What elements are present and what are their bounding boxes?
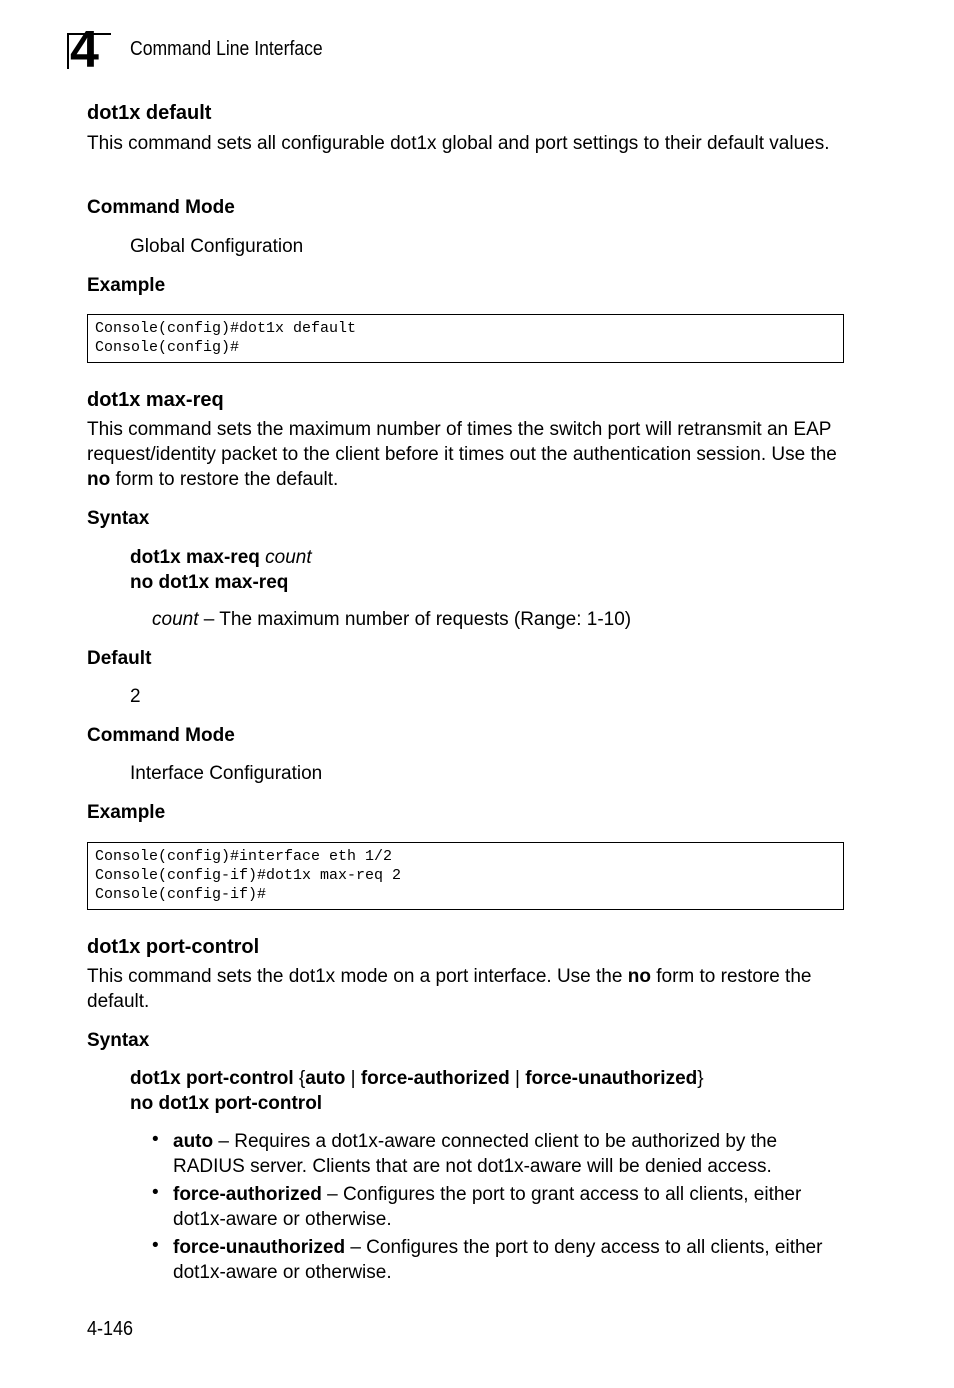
- syntax-no-line: no dot1x port-control: [130, 1093, 323, 1114]
- heading-syntax: Syntax: [87, 508, 150, 529]
- command-mode-value: Global Configuration: [130, 236, 304, 257]
- code-example: Console(config)#dot1x default Console(config)#: [87, 314, 844, 363]
- keyword-no: no: [87, 469, 111, 490]
- syntax-line: dot1x port-control {auto | force-authorized | force-unauthorized}: [130, 1068, 704, 1089]
- heading-syntax: Syntax: [87, 1030, 150, 1051]
- heading-example: Example: [87, 275, 166, 296]
- section-title-maxreq: dot1x max-req: [87, 389, 224, 411]
- heading-command-mode: Command Mode: [87, 197, 235, 218]
- heading-example: Example: [87, 802, 166, 823]
- syntax-no-line: no dot1x max-req: [130, 572, 289, 593]
- section-title-default: dot1x default: [87, 102, 212, 124]
- heading-command-mode: Command Mode: [87, 725, 235, 746]
- code-example: Console(config)#interface eth 1/2 Console(config-if)#dot1x max-req 2 Console(config-if)#: [87, 842, 844, 910]
- description-portcontrol: This command sets the dot1x mode on a port interface. Use the no form to restore the default.: [87, 966, 812, 1012]
- chapter-badge: [67, 21, 111, 79]
- description-maxreq: This command sets the maximum number of times the switch port will retransmit an EAP request/identity packet to the client before it times out the authentication session. Use the no form to restore the default.: [87, 419, 837, 490]
- list-item: force-unauthorized – Configures the port to deny access to all clients, either dot1x-aware or otherwise.: [173, 1237, 823, 1283]
- heading-default: Default: [87, 648, 152, 669]
- section-title-portcontrol: dot1x port-control: [87, 936, 260, 958]
- command-mode-value: Interface Configuration: [130, 763, 323, 784]
- syntax-line: dot1x max-req count: [130, 547, 312, 568]
- default-value: 2: [130, 686, 141, 707]
- chapter-number: 4: [70, 21, 97, 79]
- keyword-no: no: [627, 966, 651, 987]
- description-default: This command sets all configurable dot1x global and port settings to their default values.: [87, 133, 830, 154]
- parameter-description: count – The maximum number of requests (Range: 1-10): [152, 609, 632, 630]
- running-title: Command Line Interface: [130, 38, 323, 60]
- page-number: 4-146: [87, 1318, 134, 1340]
- list-item: force-authorized – Configures the port to grant access to all clients, either dot1x-aware or otherwise.: [173, 1184, 802, 1230]
- list-item: auto – Requires a dot1x-aware connected client to be authorized by the RADIUS server. Clients that are not dot1x-aware will be denied access.: [173, 1131, 778, 1177]
- bullet-glyph: •: [152, 1182, 159, 1203]
- bullet-glyph: •: [152, 1129, 159, 1150]
- bullet-glyph: •: [152, 1235, 159, 1256]
